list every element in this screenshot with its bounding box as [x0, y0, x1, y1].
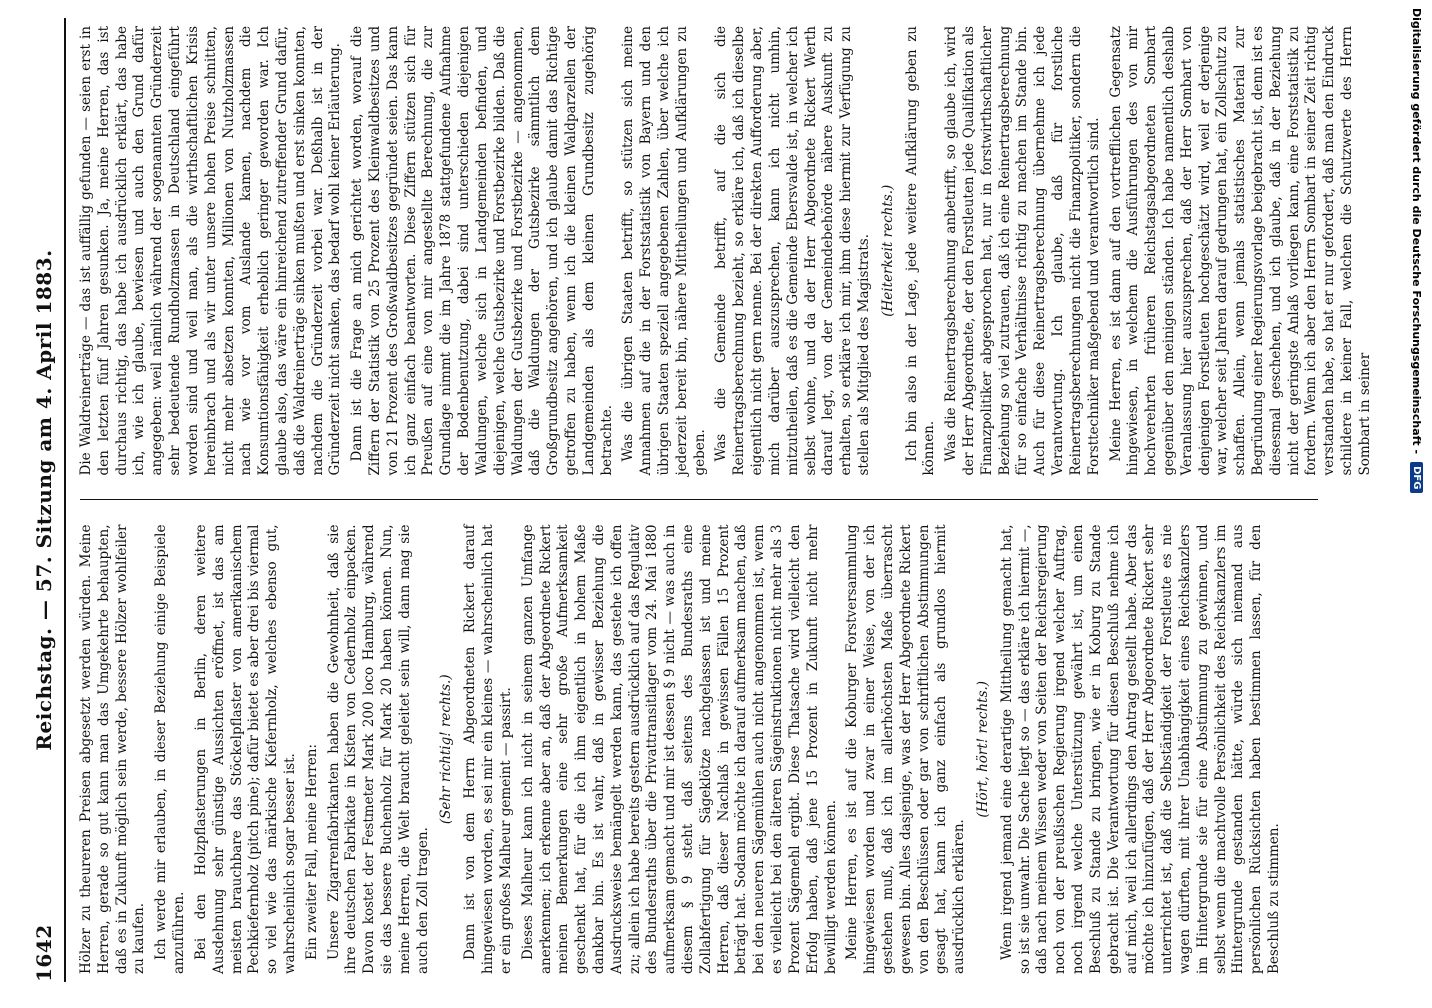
paragraph: Ein zweiter Fall, meine Herren:: [303, 744, 320, 960]
paragraph: Ich werde mir erlauben, in dieser Beziehung einige Beispiele anzuführen.: [153, 524, 188, 974]
paragraph: Was die Reinertragsberechnung anbetrifft, so glaube ich, wird der Herr Abgeordnete, der den Forstleuten jede Qualifikation als Finanzpolitiker abgesprochen hat, nur in forstwirthschaftlicher Beziehung so viel zutrauen, daß ich eine Reinertragsberechnung für so einfache Verhältnisse richtig zu machen im Stande bin. Auch für diese Reinertragsberechnung übernehme ich jede Verantwortung. Ich glaube, daß für forstliche Reinertragsberechnungen nicht die Finanzpolitiker, sondern die Forsttechniker maßgebend und verantwortlich sind.: [943, 26, 1102, 476]
interjection: (Hört, hört! rechts.): [975, 680, 991, 818]
column-divider: [80, 500, 1318, 501]
page-number: 1642: [32, 924, 56, 982]
interjection: (Sehr richtig! rechts.): [438, 674, 455, 825]
paragraph: Dann ist von dem Herrn Abgeordneten Rickert darauf hingewiesen worden, es sei mir ein kleines — wahrscheinlich hat er ein großes Malheur gemeint — passirt.: [462, 524, 514, 974]
paragraph: Dieses Malheur kann ich nicht in seinem ganzen Umfange anerkennen; ich erkenne aber an, daß der Abgeordnete Rickert meinen Bemerkungen eine sehr große Aufmerksamkeit geschenkt hat, für die ich ihm eigentlich in hohem Maße dankbar bin. Es ist wahr, daß in gewisser Beziehung die Ausdrucksweise bemängelt werden kann, das gestehe ich offen zu; allein ich habe bereits gestern ausdrücklich auf das Regulativ des Bundesraths über die Privattransitlager vom 24. Mai 1880 aufmerksam gemacht und mir ist dessen § 9 nicht — was auch in diesem § 9 steht daß seitens des Bundesraths eine Zollabfertigung für Sägeklötze nachgelassen ist und meine Herren, daß dieser Nachlaß in gewissen Fällen 15 Prozent beträgt hat. Sodann möchte ich darauf aufmerksam machen, daß bei den neueren Sägemühlen auch nicht angenommen ist, wenn es vielleicht bei den älteren Sägeinstruktionen nicht mehr als 3 Prozent Sägemehl ergibt. Diese Thatsache wird vielleicht den Erfolg haben, daß jene 15 Prozent in Zukunft nicht mehr bewilligt werden können.: [519, 524, 839, 974]
paragraph: Meine Herren, es ist dann auf den vortrefflichen Gegensatz hingewiesen, in welchem die Ausführungen des von mir hochverehrten früheren Reichstagsabgeordneten Sombart gegenüber den meinigen ständen. Ich habe namentlich deshalb Veranlassung hier auszusprechen, daß der Herr Sombart von denjenigen Forstleuten hochgeschätzt wird, weil er derjenige war, welcher seit Jahren darauf gedrungen hat, ein Zollschutz zu schaffen. Allein, wenn jemals statistisches Material zur Begründung einer Regierungsvorlage beigebracht ist, denn ist es diesesmal geschehen, und ich glaube, daß in der Beziehung nicht der geringste Anlaß vorliegen kann, eine Forststatistik zu fordern. Wenn ich aber den Herrn Sombart in seiner Zeit richtig verstanden habe, so hat er nur gefordert, daß man den Eindruck schildere in keiner Fall, welchen die Schutzwerte des Herrn Sombart in seiner: [1107, 26, 1373, 476]
paragraph: Dann ist die Frage an mich gerichtet worden, worauf die Ziffern der Statistik von 25 Prozent des Kleinwaldbesitzes und von 21 Prozent des Großwaldbesitzes gegründet seien. Das kann ich ganz einfach beantworten. Diese Ziffern stützen sich für Preußen auf eine von mir angestellte Berechnung, die zur Grundlage nimmt die im Jahre 1878 stattgefundene Aufnahme der Bodenbenutzung, dabei sind unterschieden diejenigen Waldungen, welche sich in Landgemeinden befinden, und diejenigen, welche Gutsbezirke und Forstbezirke bilden. Daß die Waldungen der Gutsbezirke und Forstbezirke — angenommen, daß die Waldungen der Gutsbezirke sämmtlich dem Großgrundbesitz angehören, und ich glaube damit das Richtige getroffen zu haben, wenn ich die kleinen Waldparzellen der Landgemeinden als dem kleinen Grundbesitz zugehörig betrachte.: [349, 26, 615, 476]
paragraph: Bei den Holzpflasterungen in Berlin, deren weitere Ausdehnung sehr günstige Aussichten eröffnet, ist das am meisten brauchbare das Stöckelpflaster von amerikanischem Pechkiefernholz (pitch pine); dafür bietet es aber drei bis viermal so viel wie das märkische Kiefernholz, welches ebenso gut, wahrscheinlich sogar besser ist.: [192, 524, 298, 974]
dfg-logo: DFG: [1411, 462, 1424, 493]
left-column: [78, 525, 1318, 975]
paragraph: Die Waldreinerträge — das ist auffällig gefunden — seien erst in den letzten fünf Jahren gesunken. Ja, meine Herren, das ist durchaus richtig, das habe ich ausdrücklich erklärt, das habe ich, wie ich glaube, bewiesen und auch den Grund dafür angegeben: weil nämlich während der sogenannten Gründerzeit sehr bedeutende Rundholzmassen in Deutschland eingeführt worden sind und weil man, als die wirthschaftlichen Krisis hereinbrach und als wir unter unsere hohen Preise schnitten, nicht mehr absetzen konnten, Millionen von Nutzholzmassen nach wie vor vom Auslande kamen, nachdem die Konsumtionsfähigkeit erheblich geringer geworden war. Ich glaube also, das wäre ein hinreichend zutreffender Grund dafür, daß die Waldreinerträge sinken mußten und erst sinken konnten, nachdem die Gründerzeit vorbei war. Deßhalb ist in der Gründerzeit nicht sanken, das bedarf wohl keiner Erläuterung.: [78, 26, 344, 476]
text-columns: [78, 26, 1373, 974]
right-column: [78, 26, 1373, 476]
paragraph: Wenn irgend jemand eine derartige Mittheilung gemacht hat, so ist sie unwahr. Die Sache liegt so — das erkläre ich hiermit —, daß nach meinem Wissen weder von Seiten der Reichsregierung noch von der preußischen Regierung irgend welcher Auftrag, noch irgend welche Unterstützung gewährt ist, um einen Beschluß zu Stande zu bringen, wie er in Koburg zu Stande gebracht ist. Die Verantwortung für diesen Beschluß nehme ich auf mich, weil ich allerdings den Antrag gestellt habe. Aber das möchte ich hinzufügen, daß der Herr Abgeordnete Rickert sehr unterrichtet ist, daß die Selbständigkeit der Forstleute es nie wagen dürften, mit ihrer Unabhängigkeit eines Reichskanzlers im Hintergrunde sie für eine Abstimmung zu gewinnen, und selbst wenn die machtvolle Persönlichkeit des Reichskanzlers im Hintergrunde gestanden hätte, würde sich niemand aus persönlichen Rücksichten haben bestimmen lassen, für den Beschluß zu stimmen.: [998, 524, 1282, 974]
running-title: Reichstag. — 57. Sitzung am 4. April 1883.: [32, 249, 56, 751]
paragraph: Was die übrigen Staaten betrifft, so stützen sich meine Annahmen auf die in der Forststatistik von Bayern und den übrigen Staaten speziell angegebenen Zahlen, über welche ich jederzeit bereit bin, nähere Mittheilungen und Aufklärungen zu geben.: [620, 26, 708, 476]
digitization-note: [1404, 8, 1430, 1008]
interjection: (Heiterkeit rechts.): [879, 184, 896, 317]
page-header: [24, 18, 66, 982]
digitization-note-text: Digitalisierung gefördert durch die Deutsche Forschungsgemeinschaft -: [1410, 8, 1424, 455]
paragraph: Ich bin also in der Lage, jede weitere Aufklärung geben zu können.: [903, 26, 938, 476]
paragraph: Hölzer zu theureren Preisen abgesetzt werden würden. Meine Herren, gerade so gut kann man das Umgekehrte behaupten, daß es in Zukunft möglich sein werde, bessere Hölzer wohlfeiler zu kaufen.: [78, 524, 148, 974]
paragraph: Unsere Zigarrenfabrikanten haben die Gewohnheit, daß sie ihre deutschen Fabrikate in Kisten von Cedernholz einpacken. Davon kostet der Festmeter Mark 200 loco Hamburg, während sie das bessere Buchenholz für Mark 20 haben können. Nun, meine Herren, die Welt braucht geleitet sein will, dann mag sie auch den Zoll tragen.: [325, 524, 431, 974]
paragraph: Was die Gemeinde betrifft, auf die sich die Reinertragsberechnung bezieht, so erkläre ich, daß ich dieselbe eigentlich nicht gern nenne. Bei der direkten Aufforderung aber, mich darüber auszusprechen, kann ich nicht umhin, mitzutheilen, daß es die Gemeinde Ebersvalde ist, in welcher ich selbst wohne, und da der Herr Abgeordnete Rickert Werth darauf legt, von der Gemeindebehörde nähere Auskunft zu erhalten, so erkläre ich mir, ihm diese hiermit zur Verfügung zu stellen als Mitglied des Magistrats.: [713, 26, 872, 476]
paragraph: Meine Herren, es ist auf die Koburger Forstversammlung hingewiesen worden und zwar in einer Weise, von der ich gestehen muß, daß ich im allerhöchsten Maße überrascht gewesen bin. Alles dasjenige, was der Herr Abgeordnete Rickert von den Beschlüssen oder gar von schriftlichen Abstimmungen gesagt hat, kann ich ganz einfach als grundlos hiermit ausdrücklich erklären.: [844, 524, 968, 974]
